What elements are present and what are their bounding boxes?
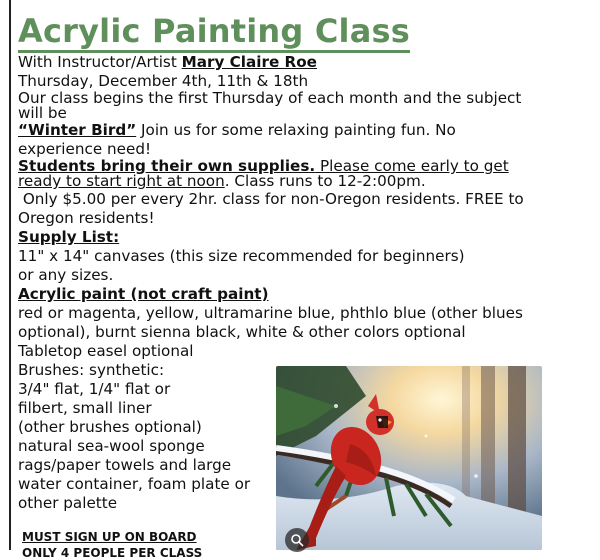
easel-line: Tabletop easel optional	[18, 342, 194, 360]
subject-line	[18, 121, 592, 140]
intro-line-2: will be	[18, 104, 67, 122]
supply-list-heading-text: Supply List:	[18, 228, 120, 246]
page-title: Acrylic Painting Class	[18, 12, 410, 53]
cardinal-photo	[276, 366, 542, 550]
price-line-1: Only $5.00 per every 2hr. class for non-Oregon residents. FREE to	[18, 190, 524, 208]
supplies-rest: Please come early to get	[315, 157, 509, 175]
price-line-2: Oregon residents!	[18, 209, 155, 227]
list-item: natural sea-wool sponge	[18, 437, 205, 455]
supply-list-heading	[18, 228, 592, 247]
instructor-prefix: With Instructor/Artist	[18, 53, 177, 71]
list-item: other palette	[18, 494, 118, 512]
dates-line: Thursday, December 4th, 11th & 18th	[18, 72, 309, 90]
noon-rest: . Class runs to 12-2:00pm.	[224, 172, 426, 190]
paint-heading-text: Acrylic paint (not craft paint)	[18, 285, 269, 303]
signup-note: MUST SIGN UP ON BOARD	[22, 530, 197, 544]
canvas-line-2: or any sizes.	[18, 266, 114, 284]
list-item: rags/paper towels and large	[18, 456, 232, 474]
instructor-line	[18, 53, 592, 72]
subject-rest: Join us for some relaxing painting fun. No	[136, 121, 456, 139]
noon-underlined: ready to start right at noon	[18, 172, 225, 190]
list-item: filbert, small liner	[18, 399, 152, 417]
signup-note-2: ONLY 4 PEOPLE PER CLASS	[22, 546, 203, 560]
supplies-bold: Students bring their own supplies.	[18, 157, 316, 175]
list-item: 3/4" flat, 1/4" flat or	[18, 380, 171, 398]
intro-line-1: Our class begins the first Thursday of each month and the subject	[18, 89, 522, 107]
list-item: water container, foam plate or	[18, 475, 251, 493]
paint-line-2: optional), burnt sienna black, white & other colors optional	[18, 323, 466, 341]
lens-icon[interactable]	[285, 528, 309, 552]
subject-title: “Winter Bird”	[18, 121, 137, 139]
paint-heading	[18, 285, 592, 304]
list-item: Brushes: synthetic:	[18, 361, 165, 379]
instructor-name: Mary Claire Roe	[181, 53, 317, 71]
list-item: (other brushes optional)	[18, 418, 202, 436]
noon-line	[18, 174, 592, 189]
left-border	[9, 0, 11, 550]
canvas-line-1: 11" x 14" canvases (this size recommended for beginners)	[18, 247, 465, 265]
paint-line-1: red or magenta, yellow, ultramarine blue, phthlo blue (other blues	[18, 304, 523, 322]
experience-line: experience need!	[18, 140, 152, 158]
